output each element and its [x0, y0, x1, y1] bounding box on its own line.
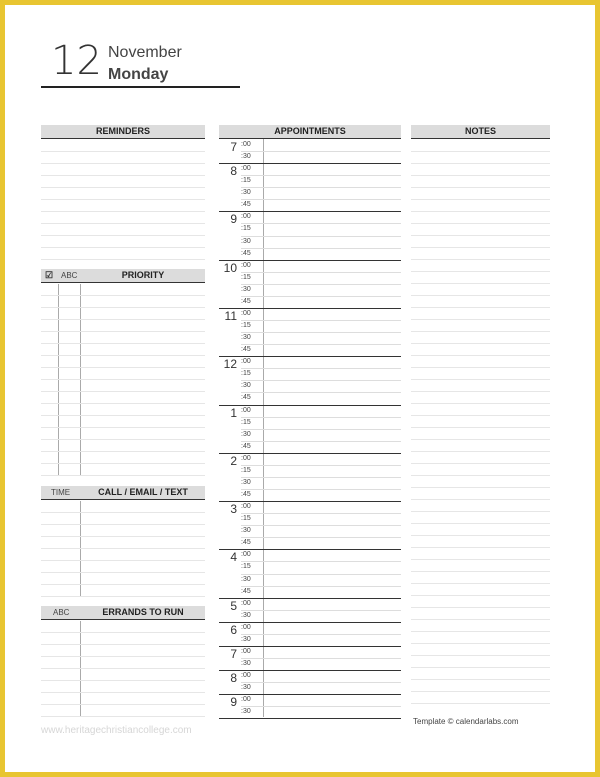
minute-label: :15: [241, 370, 251, 378]
minute-label: :00: [241, 672, 251, 680]
minute-label: :30: [241, 334, 251, 342]
reminders-line: [41, 247, 205, 248]
minute-label: :30: [241, 189, 251, 197]
notes-line: [411, 175, 550, 176]
priority-line: [41, 391, 205, 392]
quarter-divider: [241, 223, 401, 224]
notes-line: [411, 691, 550, 692]
notes-line: [411, 415, 550, 416]
priority-abc-label: ABC: [61, 271, 78, 280]
minute-label: :45: [241, 442, 251, 450]
errands-line: [41, 692, 205, 693]
hour-divider: [219, 501, 401, 502]
minute-label: :00: [241, 213, 251, 221]
notes-line: [411, 223, 550, 224]
notes-line: [411, 367, 550, 368]
quarter-divider: [241, 187, 401, 188]
hour-label: 2: [230, 453, 237, 468]
notes-line: [411, 475, 550, 476]
reminders-title: REMINDERS: [95, 126, 150, 136]
hour-divider: [219, 718, 401, 719]
notes-line: [411, 271, 550, 272]
checkbox-icon: ☑: [45, 270, 54, 280]
errands-line: [41, 716, 205, 717]
minute-label: :00: [241, 141, 251, 148]
errands-line: [41, 704, 205, 705]
notes-line: [411, 283, 550, 284]
minute-label: :45: [241, 539, 251, 547]
minute-label: :00: [241, 551, 251, 559]
hour-label: 12: [223, 357, 237, 372]
notes-line: [411, 535, 550, 536]
hour-label: 8: [230, 671, 237, 686]
notes-line: [411, 355, 550, 356]
minute-label: :45: [241, 297, 251, 305]
quarter-divider: [241, 465, 401, 466]
call-line: [41, 512, 205, 513]
hour-label: 8: [230, 164, 237, 179]
hour-label: 11: [224, 308, 237, 323]
appointments-header: [219, 125, 401, 139]
notes-line: [411, 391, 550, 392]
quarter-divider: [241, 368, 401, 369]
minute-label: :15: [241, 418, 251, 426]
hour-divider: [219, 646, 401, 647]
header-rule: [41, 86, 240, 88]
quarter-divider: [241, 574, 401, 575]
quarter-divider: [241, 610, 401, 611]
notes-line: [411, 595, 550, 596]
quarter-divider: [241, 284, 401, 285]
quarter-divider: [241, 586, 401, 587]
reminders-line: [41, 223, 205, 224]
quarter-divider: [241, 489, 401, 490]
notes-line: [411, 487, 550, 488]
minute-label: :30: [241, 153, 251, 161]
notes-line: [411, 211, 550, 212]
errands-line: [41, 644, 205, 645]
hour-label: 10: [223, 260, 237, 275]
minute-label: :30: [241, 635, 251, 643]
minute-label: :30: [241, 575, 251, 583]
planner-page: [5, 5, 595, 772]
minute-label: :00: [241, 599, 251, 607]
notes-line: [411, 379, 550, 380]
minute-label: :15: [241, 515, 251, 523]
reminders-line: [41, 151, 205, 152]
appointments-title: APPOINTMENTS: [274, 126, 346, 136]
notes-line: [411, 307, 550, 308]
hour-divider: [219, 308, 401, 309]
footer-credit: Template © calendarlabs.com: [413, 717, 519, 726]
quarter-divider: [241, 513, 401, 514]
quarter-divider: [241, 537, 401, 538]
minute-label: :00: [241, 503, 251, 511]
hour-divider: [219, 549, 401, 550]
weekday-name: Monday: [108, 66, 169, 83]
notes-line: [411, 187, 550, 188]
minute-label: :30: [241, 527, 251, 535]
notes-line: [411, 247, 550, 248]
minute-label: :30: [241, 382, 251, 390]
minute-label: :15: [241, 322, 251, 330]
appointments-divider: [263, 139, 264, 717]
quarter-divider: [241, 236, 401, 237]
notes-line: [411, 163, 550, 164]
quarter-divider: [241, 634, 401, 635]
notes-line: [411, 619, 550, 620]
call-line: [41, 572, 205, 573]
hour-label: 9: [230, 212, 237, 227]
quarter-divider: [241, 706, 401, 707]
notes-line: [411, 151, 550, 152]
reminders-line: [41, 199, 205, 200]
minute-label: :15: [241, 563, 251, 571]
errands-line: [41, 632, 205, 633]
priority-line: [41, 343, 205, 344]
reminders-line: [41, 259, 205, 260]
priority-line: [41, 367, 205, 368]
errands-line: [41, 656, 205, 657]
minute-label: :45: [241, 587, 251, 595]
hour-divider: [219, 694, 401, 695]
quarter-divider: [241, 151, 401, 152]
minute-label: :30: [241, 684, 251, 692]
notes-line: [411, 703, 550, 704]
reminders-header: [41, 125, 205, 139]
notes-line: [411, 403, 550, 404]
hour-label: 7: [230, 140, 237, 154]
priority-line: [41, 451, 205, 452]
call-line: [41, 584, 205, 585]
notes-line: [411, 547, 550, 548]
quarter-divider: [241, 296, 401, 297]
errands-abc-label: ABC: [53, 608, 70, 617]
minute-label: :30: [241, 611, 251, 619]
reminders-line: [41, 187, 205, 188]
notes-line: [411, 655, 550, 656]
hour-label: 3: [230, 502, 237, 517]
call-line: [41, 536, 205, 537]
hour-label: 6: [230, 622, 237, 637]
notes-line: [411, 643, 550, 644]
quarter-divider: [241, 248, 401, 249]
priority-title: PRIORITY: [121, 270, 165, 280]
minute-label: :00: [241, 165, 251, 173]
quarter-divider: [241, 561, 401, 562]
priority-line: [41, 415, 205, 416]
minute-label: :00: [241, 309, 251, 317]
minute-label: :30: [241, 478, 251, 486]
notes-line: [411, 199, 550, 200]
call-line: [41, 560, 205, 561]
reminders-line: [41, 211, 205, 212]
quarter-divider: [241, 272, 401, 273]
priority-header: [41, 269, 205, 283]
notes-line: [411, 235, 550, 236]
quarter-divider: [241, 658, 401, 659]
priority-line: [41, 355, 205, 356]
reminders-line: [41, 163, 205, 164]
errands-header: [41, 606, 205, 620]
minute-label: :15: [241, 466, 251, 474]
quarter-divider: [241, 477, 401, 478]
notes-line: [411, 583, 550, 584]
minute-label: :45: [241, 491, 251, 499]
minute-label: :45: [241, 249, 251, 257]
quarter-divider: [241, 380, 401, 381]
minute-label: :15: [241, 225, 251, 233]
priority-line: [41, 319, 205, 320]
minute-label: :00: [241, 623, 251, 631]
quarter-divider: [241, 199, 401, 200]
priority-line: [41, 475, 205, 476]
notes-line: [411, 343, 550, 344]
notes-line: [411, 427, 550, 428]
quarter-divider: [241, 320, 401, 321]
call-title: CALL / EMAIL / TEXT: [98, 487, 188, 497]
minute-label: :30: [241, 237, 251, 245]
minute-label: :30: [241, 660, 251, 667]
hour-divider: [219, 670, 401, 671]
priority-line: [41, 331, 205, 332]
notes-line: [411, 295, 550, 296]
hour-label: 9: [230, 695, 237, 710]
month-name: November: [108, 44, 182, 61]
notes-header: [411, 125, 550, 139]
errands-title: ERRANDS TO RUN: [102, 607, 184, 617]
reminders-line: [41, 175, 205, 176]
priority-line: [41, 295, 205, 296]
minute-label: :00: [241, 261, 251, 269]
notes-line: [411, 259, 550, 260]
notes-line: [411, 571, 550, 572]
minute-label: :15: [241, 177, 251, 185]
priority-line: [41, 403, 205, 404]
notes-line: [411, 451, 550, 452]
hour-divider: [219, 211, 401, 212]
minute-label: :45: [241, 346, 251, 354]
notes-line: [411, 439, 550, 440]
errands-line: [41, 680, 205, 681]
minute-label: :15: [241, 273, 251, 281]
call-line: [41, 548, 205, 549]
quarter-divider: [241, 525, 401, 526]
minute-label: :00: [241, 454, 251, 462]
notes-line: [411, 331, 550, 332]
call-line: [41, 524, 205, 525]
minute-label: :45: [241, 394, 251, 402]
call-header: [41, 486, 205, 500]
minute-label: :00: [241, 647, 251, 655]
hour-divider: [219, 163, 401, 164]
quarter-divider: [241, 332, 401, 333]
hour-label: 7: [230, 646, 237, 661]
notes-line: [411, 523, 550, 524]
quarter-divider: [241, 441, 401, 442]
call-line: [41, 596, 205, 597]
minute-label: :30: [241, 285, 251, 293]
quarter-divider: [241, 392, 401, 393]
quarter-divider: [241, 175, 401, 176]
priority-line: [41, 307, 205, 308]
hour-label: 5: [230, 598, 237, 613]
notes-line: [411, 511, 550, 512]
quarter-divider: [241, 344, 401, 345]
footer-watermark: www.heritagechristiancollege.com: [41, 725, 192, 736]
notes-line: [411, 463, 550, 464]
notes-line: [411, 631, 550, 632]
quarter-divider: [241, 417, 401, 418]
minute-label: :00: [241, 358, 251, 366]
minute-label: :00: [241, 406, 251, 414]
hour-label: 1: [230, 405, 237, 420]
notes-title: NOTES: [464, 126, 496, 136]
quarter-divider: [241, 682, 401, 683]
minute-label: :00: [241, 696, 251, 704]
hour-label: 4: [230, 550, 237, 565]
notes-line: [411, 679, 550, 680]
day-number: 12: [51, 38, 102, 84]
notes-line: [411, 319, 550, 320]
quarter-divider: [241, 429, 401, 430]
notes-line: [411, 607, 550, 608]
minute-label: :30: [241, 708, 251, 716]
hour-divider: [219, 356, 401, 357]
notes-line: [411, 499, 550, 500]
reminders-line: [41, 235, 205, 236]
priority-line: [41, 439, 205, 440]
priority-line: [41, 463, 205, 464]
call-time-label: TIME: [51, 488, 71, 497]
priority-line: [41, 379, 205, 380]
notes-line: [411, 667, 550, 668]
notes-line: [411, 559, 550, 560]
minute-label: :45: [241, 201, 251, 209]
priority-line: [41, 427, 205, 428]
errands-line: [41, 668, 205, 669]
minute-label: :30: [241, 430, 251, 438]
